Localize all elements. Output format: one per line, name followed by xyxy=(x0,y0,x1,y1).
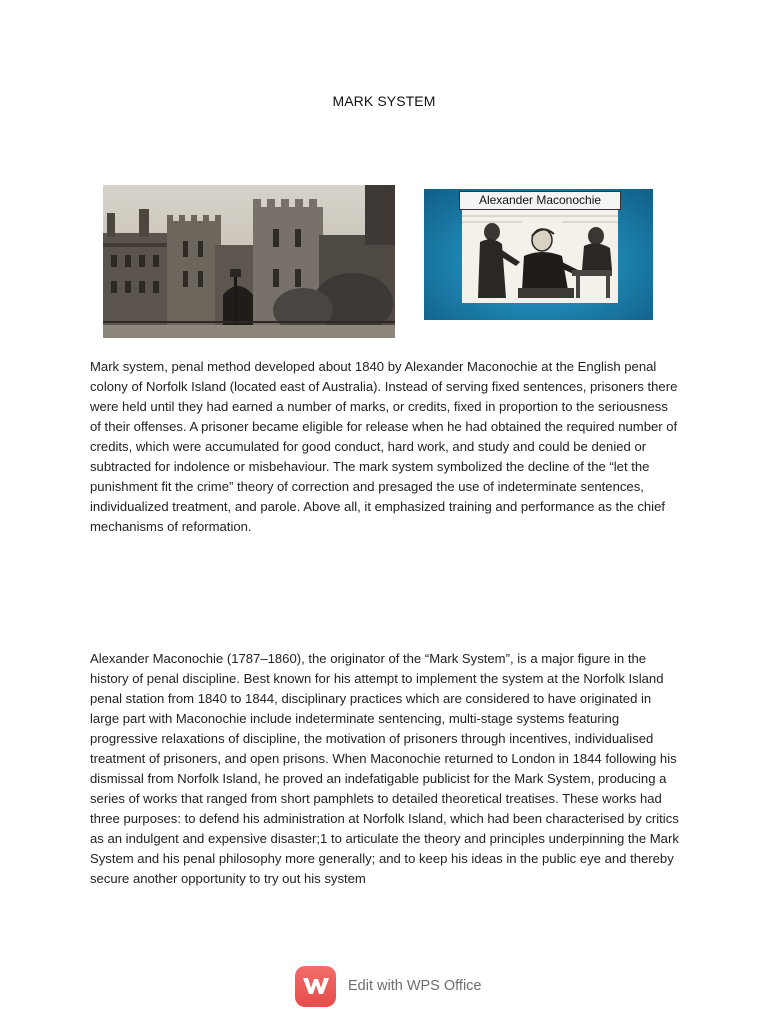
etching-illustration xyxy=(462,210,618,303)
wps-label: Edit with WPS Office xyxy=(348,978,482,994)
prison-building-photo xyxy=(103,185,395,338)
paragraph-maconochie: Alexander Maconochie (1787–1860), the originator of the “Mark System”, is a major figure in the history of penal discipline. Best known for his attempt to implement the system at the Norfolk Island penal station from 1840 to 1844, disciplinary practices which are considered to have originated in large part with Maconochie include indeterminate sentencing, multi-stage systems featuring progressive relaxations of discipline, the motivation of prisoners through incentives, individualised treatment of prisoners, and open prisons. When Maconochie returned to London in 1844 following his dismissal from Norfolk Island, he proved an indefatigable publicist for the Mark System, producing a series of works that ranged from short pamphlets to detailed theoretical treatises. These works had three purposes: to defend his administration at Norfolk Island, which had been characterised by critics as an indulgent and expensive disaster;1 to articulate the theory and principles underpinning the Mark System and his penal philosophy more generally; and to keep his ideas in the public eye and thereby secure another opportunity to try out his system xyxy=(90,651,679,886)
edit-with-wps-button[interactable] xyxy=(295,965,482,1007)
portrait-caption: Alexander Maconochie xyxy=(459,191,621,210)
document-title: MARK SYSTEM xyxy=(332,93,436,109)
paragraph-mark-system: Mark system, penal method developed about 1840 by Alexander Maconochie at the English penal colony of Norfolk Island (located east of Australia). Instead of serving fixed sentences, prisoners there were held until they had earned a number of marks, or credits, fixed in proportion to the seriousness of their offenses. A prisoner became eligible for release when he had obtained the required number of credits, which were accumulated for good conduct, hard work, and study and could be denied or subtracted for indolence or misbehaviour. The mark system symbolized the decline of the “let the punishment fit the crime” theory of correction and presaged the use of indeterminate sentences, individualized treatment, and parole. Above all, it emphasized training and performance as the chief mechanisms of reformation. xyxy=(90,359,678,534)
wps-logo-icon xyxy=(295,966,336,1007)
maconochie-portrait-image xyxy=(424,189,653,320)
